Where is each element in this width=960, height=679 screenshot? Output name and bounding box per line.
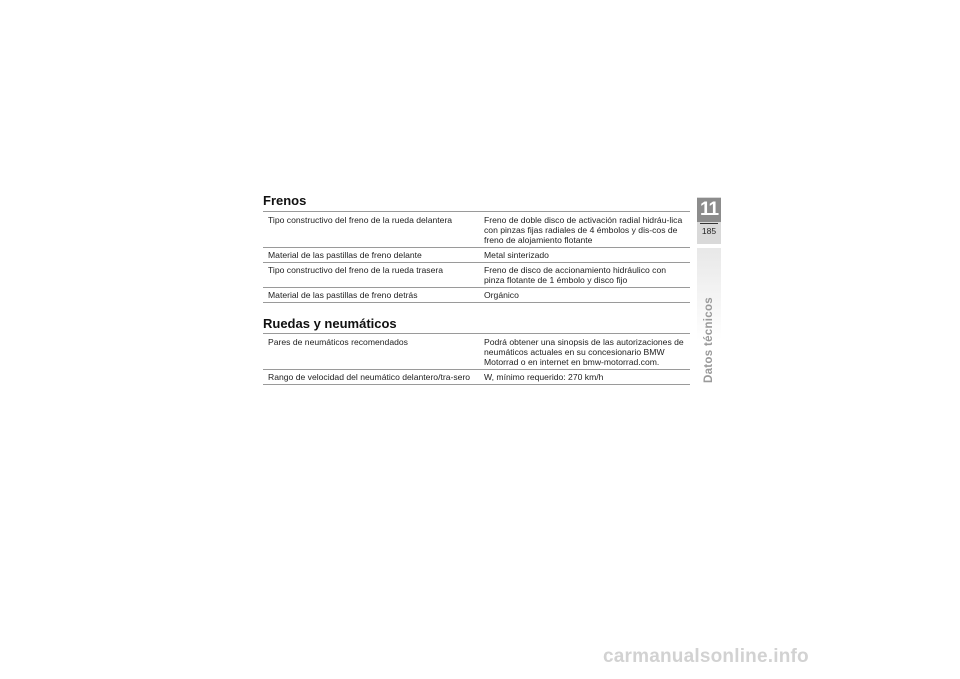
spec-label: Material de las pastillas de freno detrás — [263, 288, 479, 303]
chapter-number: 11 — [697, 198, 721, 222]
table-row — [263, 248, 690, 263]
spec-value: Podrá obtener una sinopsis de las autorizaciones de neumáticos actuales en su concesionario BMW Motorrad o en internet en bmw-motorrad.com. — [479, 334, 690, 370]
section-title-ruedas: Ruedas y neumáticos — [263, 316, 397, 331]
spec-label: Rango de velocidad del neumático delantero/tra-sero — [263, 370, 479, 385]
spec-label: Material de las pastillas de freno delante — [263, 248, 479, 263]
watermark: carmanualsonline.info — [603, 646, 809, 667]
spec-label: Pares de neumáticos recomendados — [263, 334, 479, 370]
spec-table-frenos — [263, 211, 690, 303]
section-title-frenos: Frenos — [263, 193, 307, 208]
table-row — [263, 212, 690, 248]
spec-value: Orgánico — [479, 288, 690, 303]
spec-value: Freno de disco de accionamiento hidráulico con pinza flotante de 1 émbolo y disco fijo — [479, 263, 690, 288]
spec-label: Tipo constructivo del freno de la rueda trasera — [263, 263, 479, 288]
table-row — [263, 263, 690, 288]
spec-value: Freno de doble disco de activación radial hidráu-lica con pinzas fijas radiales de 4 émbolos y dis-cos de freno de alojamiento flotante — [479, 212, 690, 248]
chapter-divider — [700, 223, 718, 224]
table-row — [263, 334, 690, 370]
spec-value: W, mínimo requerido: 270 km/h — [479, 370, 690, 385]
spec-value: Metal sinterizado — [479, 248, 690, 263]
spec-table-ruedas — [263, 333, 690, 385]
page-number: 185 — [701, 226, 717, 236]
chapter-label: Datos técnicos — [703, 296, 715, 384]
table-row — [263, 288, 690, 303]
table-row — [263, 370, 690, 385]
spec-label: Tipo constructivo del freno de la rueda delantera — [263, 212, 479, 248]
